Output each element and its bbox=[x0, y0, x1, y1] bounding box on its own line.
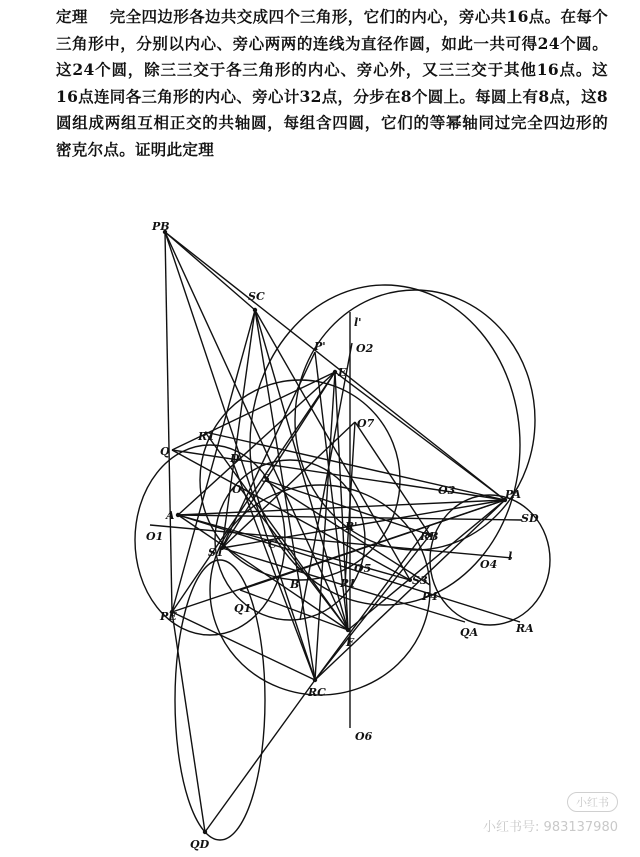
label-o4: O4 bbox=[480, 558, 498, 571]
label-s1: S1 bbox=[208, 546, 224, 559]
geometry-figure bbox=[0, 195, 640, 853]
label-q: Q bbox=[160, 445, 170, 458]
label-l-prime: l' bbox=[354, 316, 362, 329]
label-r-prime: R' bbox=[345, 520, 358, 533]
label-p4: P4 bbox=[422, 590, 438, 603]
label-o2: O2 bbox=[356, 342, 374, 355]
label-qa: QA bbox=[460, 626, 479, 639]
label-pb: PB bbox=[152, 220, 170, 233]
label-sc: SC bbox=[248, 290, 265, 303]
label-r1: R1 bbox=[198, 430, 215, 443]
label-qd: QD bbox=[190, 838, 210, 851]
circle-upper-right bbox=[295, 290, 535, 550]
watermark-logo: 小红书 bbox=[567, 792, 618, 812]
label-o6: O6 bbox=[355, 730, 373, 743]
label-pe: PE bbox=[160, 610, 177, 623]
label-s: S bbox=[262, 472, 270, 485]
label-ra: RA bbox=[516, 622, 534, 635]
label-d: D bbox=[230, 452, 240, 465]
label-o7: O7 bbox=[357, 417, 375, 430]
label-s3: S3 bbox=[412, 574, 428, 587]
label-rc: RC bbox=[308, 686, 326, 699]
theorem-body: 完全四边形各边共交成四个三角形，它们的内心，旁心共16点。在每个三角形中，分别以内心、旁心两两的连线为直径作圆，如此一共可得24个圆。这24个圆，除三三交于各三角形的内心、旁心外，又三三交于其他16点。这16点连同各三角形的内心、旁心计32点，分步在8个圆上。每圆上有8点，这8圆组成两组互相正交的共轴圆，每组含四圆，它们的等幂轴同过完全四边形的密克尔点。证明此定理 bbox=[56, 7, 609, 159]
label-pa: PA bbox=[505, 488, 522, 501]
line-pb-pa bbox=[165, 232, 505, 500]
circle-tall-left bbox=[175, 560, 265, 840]
label-o: O bbox=[232, 483, 242, 496]
watermark bbox=[483, 792, 618, 835]
label-c: C bbox=[268, 538, 277, 551]
label-rb: RB bbox=[420, 530, 439, 543]
label-a: A bbox=[166, 509, 175, 522]
label-o1: O1 bbox=[146, 530, 164, 543]
label-f: F bbox=[346, 636, 354, 649]
label-e: E bbox=[338, 366, 347, 379]
label-o3-top: O3 bbox=[438, 484, 456, 497]
label-o5: O5 bbox=[354, 562, 372, 575]
geometry-diagram bbox=[0, 195, 640, 853]
label-p-prime: P' bbox=[314, 340, 326, 353]
label-l: l bbox=[508, 550, 513, 563]
theorem-label: 定理 bbox=[56, 7, 88, 26]
theorem-text bbox=[56, 4, 608, 163]
label-sd: SD bbox=[521, 512, 539, 525]
label-q1: Q1 bbox=[234, 602, 252, 615]
watermark-id: 小红书号: 983137980 bbox=[483, 820, 618, 835]
label-p1: P1 bbox=[340, 577, 356, 590]
line-pb-pe bbox=[165, 232, 172, 612]
label-b: B bbox=[290, 578, 300, 591]
line-rc-qd bbox=[205, 680, 315, 832]
